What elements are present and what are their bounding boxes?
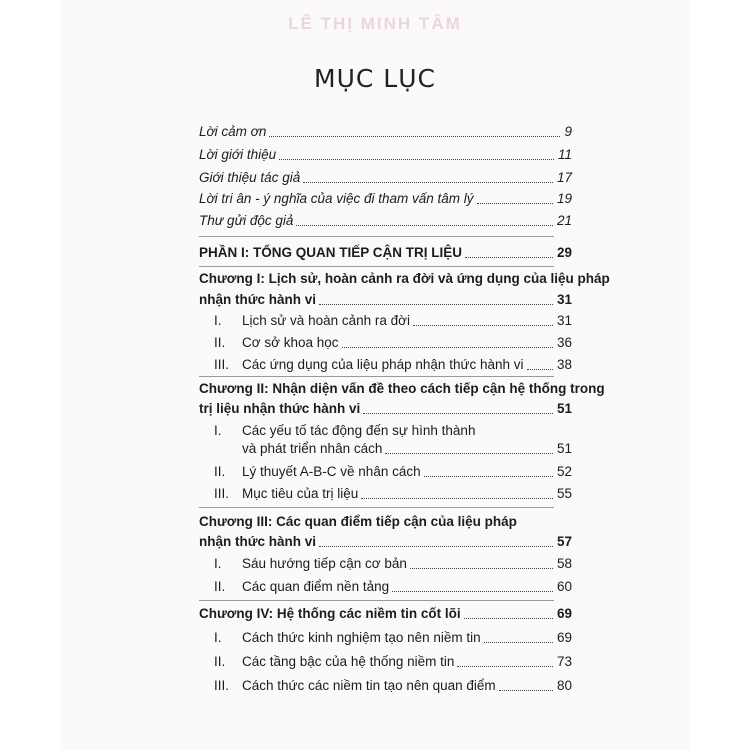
toc-page-number: 51 bbox=[556, 401, 572, 416]
page-title: MỤC LỤC bbox=[314, 64, 436, 93]
roman-numeral: II. bbox=[214, 335, 226, 350]
toc-entry-label: Các ứng dụng của liệu pháp nhận thức hành vi bbox=[242, 357, 524, 372]
roman-numeral: I. bbox=[214, 556, 222, 571]
toc-entry-label: và phát triển nhân cách bbox=[242, 441, 383, 456]
toc-entry-chapter-3[interactable] bbox=[199, 534, 572, 550]
section-divider bbox=[199, 236, 554, 237]
toc-page-number: 58 bbox=[556, 556, 572, 571]
section-divider bbox=[199, 507, 554, 508]
toc-entry-label: Các tầng bậc của hệ thống niềm tin bbox=[242, 654, 455, 669]
section-divider bbox=[199, 266, 554, 267]
toc-page-number: 69 bbox=[556, 630, 572, 645]
roman-numeral: III. bbox=[214, 486, 230, 501]
dot-leader bbox=[484, 642, 553, 643]
toc-page-number: 73 bbox=[556, 654, 572, 669]
toc-entry-label: Cơ sở khoa học bbox=[242, 335, 339, 350]
dot-leader bbox=[363, 413, 553, 414]
toc-entry-label: Cách thức kinh nghiệm tạo nên niềm tin bbox=[242, 630, 481, 645]
toc-page-number: 9 bbox=[564, 124, 572, 139]
dot-leader bbox=[477, 203, 553, 204]
toc-entry-loi-tri-an[interactable] bbox=[199, 191, 572, 207]
toc-page-number: 29 bbox=[556, 245, 572, 260]
toc-entry-label: PHẦN I: TỔNG QUAN TIẾP CẬN TRỊ LIỆU bbox=[199, 245, 463, 260]
toc-page-number: 36 bbox=[556, 335, 572, 350]
toc-entry-part-1[interactable] bbox=[199, 245, 572, 261]
toc-subentry[interactable] bbox=[214, 630, 572, 646]
toc-page-number: 19 bbox=[556, 191, 572, 206]
dot-leader bbox=[296, 225, 553, 226]
toc-page-number: 21 bbox=[556, 213, 572, 228]
dot-leader bbox=[342, 347, 553, 348]
toc-entry-loi-cam-on[interactable] bbox=[199, 124, 572, 140]
toc-entry-gioi-thieu-tac-gia[interactable] bbox=[199, 170, 572, 186]
dot-leader bbox=[499, 690, 553, 691]
toc-subentry[interactable] bbox=[214, 313, 572, 329]
toc-page-number: 17 bbox=[556, 170, 572, 185]
dot-leader bbox=[361, 498, 553, 499]
toc-subentry[interactable] bbox=[242, 441, 572, 457]
dot-leader bbox=[269, 136, 560, 137]
dot-leader bbox=[465, 257, 553, 258]
toc-page-number: 51 bbox=[556, 441, 572, 456]
toc-page-number: 11 bbox=[557, 147, 572, 162]
toc-entry-label: Chương IV: Hệ thống các niềm tin cốt lõi bbox=[199, 606, 461, 621]
chapter-1-title[interactable]: Chương I: Lịch sử, hoàn cảnh ra đời và ứng dụng của liệu pháp bbox=[199, 271, 610, 286]
toc-page-number: 38 bbox=[556, 357, 572, 372]
toc-entry-label: Lời cảm ơn bbox=[199, 124, 267, 139]
section-divider bbox=[199, 600, 554, 601]
toc-entry-label: Các quan điểm nền tảng bbox=[242, 579, 390, 594]
toc-page-number: 52 bbox=[556, 464, 572, 479]
toc-entry-label: Lịch sử và hoàn cảnh ra đời bbox=[242, 313, 410, 328]
section-divider bbox=[199, 376, 554, 377]
dot-leader bbox=[279, 159, 554, 160]
roman-numeral: III. bbox=[214, 678, 230, 693]
toc-page-number: 31 bbox=[556, 292, 572, 307]
toc-entry-label: Cách thức các niềm tin tạo nên quan điểm bbox=[242, 678, 496, 693]
chapter-3-title[interactable]: Chương III: Các quan điểm tiếp cận của liệu pháp bbox=[199, 514, 517, 529]
roman-numeral: I. bbox=[214, 423, 222, 438]
toc-subentry[interactable] bbox=[214, 678, 572, 694]
dot-leader bbox=[424, 476, 553, 477]
roman-numeral: II. bbox=[214, 654, 226, 669]
toc-entry-label: Sáu hướng tiếp cận cơ bản bbox=[242, 556, 407, 571]
dot-leader bbox=[464, 618, 553, 619]
toc-entry-loi-gioi-thieu[interactable] bbox=[199, 147, 572, 163]
toc-subentry-line[interactable] bbox=[214, 423, 475, 439]
roman-numeral: I. bbox=[214, 630, 222, 645]
dot-leader bbox=[410, 568, 553, 569]
toc-entry-thu-gui-doc-gia[interactable] bbox=[199, 213, 572, 229]
toc-entry-label: Thư gửi độc giả bbox=[199, 213, 294, 228]
dot-leader bbox=[319, 546, 553, 547]
toc-page-number: 80 bbox=[556, 678, 572, 693]
toc-page-number: 31 bbox=[556, 313, 572, 328]
chapter-2-title[interactable]: Chương II: Nhận diện vấn đề theo cách tiếp cận hệ thống trong bbox=[199, 381, 605, 396]
toc-entry-label: nhận thức hành vi bbox=[199, 534, 317, 549]
toc-subentry[interactable] bbox=[214, 335, 572, 351]
dot-leader bbox=[385, 453, 553, 454]
toc-entry-chapter-4[interactable] bbox=[199, 606, 572, 622]
toc-entry-label: nhận thức hành vi bbox=[199, 292, 317, 307]
toc-entry-label: Lý thuyết A-B-C về nhân cách bbox=[242, 464, 421, 479]
toc-subentry[interactable] bbox=[214, 464, 572, 480]
dot-leader bbox=[392, 591, 553, 592]
faded-author-header: LÊ THỊ MINH TÂM bbox=[288, 14, 462, 33]
toc-entry-label: Giới thiệu tác giả bbox=[199, 170, 301, 185]
roman-numeral: III. bbox=[214, 357, 230, 372]
toc-entry-label: Các yếu tố tác động đến sự hình thành bbox=[242, 423, 476, 438]
toc-page-number: 69 bbox=[556, 606, 572, 621]
dot-leader bbox=[303, 182, 553, 183]
toc-subentry[interactable] bbox=[214, 357, 572, 373]
toc-page-number: 60 bbox=[556, 579, 572, 594]
toc-subentry[interactable] bbox=[214, 486, 572, 502]
toc-entry-label: Lời tri ân - ý nghĩa của việc đi tham vấn tâm lý bbox=[199, 191, 474, 206]
dot-leader bbox=[527, 369, 553, 370]
toc-entry-chapter-1[interactable] bbox=[199, 292, 572, 308]
dot-leader bbox=[413, 325, 553, 326]
toc-entry-label: Mục tiêu của trị liệu bbox=[242, 486, 359, 501]
toc-subentry[interactable] bbox=[214, 579, 572, 595]
roman-numeral: II. bbox=[214, 464, 226, 479]
dot-leader bbox=[319, 304, 553, 305]
roman-numeral: II. bbox=[214, 579, 226, 594]
toc-page-number: 57 bbox=[556, 534, 572, 549]
dot-leader bbox=[457, 666, 553, 667]
toc-subentry[interactable] bbox=[214, 654, 572, 670]
toc-entry-chapter-2[interactable] bbox=[199, 401, 572, 417]
toc-page-number: 55 bbox=[556, 486, 572, 501]
toc-entry-label: Lời giới thiệu bbox=[199, 147, 277, 162]
toc-entry-label: trị liệu nhận thức hành vi bbox=[199, 401, 361, 416]
toc-subentry[interactable] bbox=[214, 556, 572, 572]
roman-numeral: I. bbox=[214, 313, 222, 328]
